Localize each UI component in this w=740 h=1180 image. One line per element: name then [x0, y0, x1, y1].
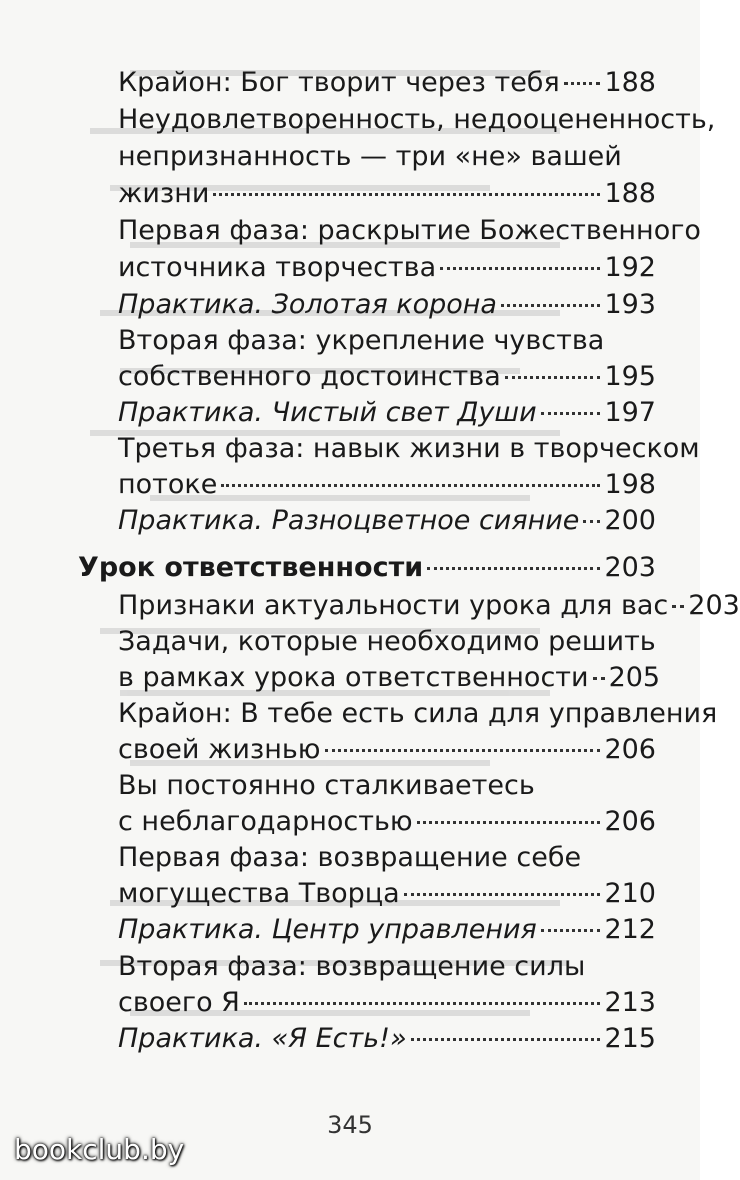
toc-entry-page: 200	[604, 505, 656, 536]
dot-leader	[411, 1038, 601, 1041]
toc-entry	[118, 394, 656, 431]
toc-entry-page: 203	[604, 552, 656, 583]
toc-entry-page: 203	[688, 590, 740, 621]
toc-entry	[118, 911, 656, 948]
toc-entry-title: потоке	[118, 469, 218, 500]
dot-leader	[505, 376, 601, 379]
toc-entry-page: 206	[604, 806, 656, 837]
toc-entry	[118, 731, 656, 768]
toc-entry-page: 210	[604, 878, 656, 909]
dot-leader	[440, 267, 600, 270]
toc-entry-title: в рамках урока ответственности	[118, 662, 589, 693]
toc-entry	[118, 875, 656, 912]
toc-entry-title: своей жизнью	[118, 734, 321, 765]
toc-entry-title: Практика. Центр управления	[118, 914, 537, 945]
toc-entry-page: 213	[604, 987, 656, 1018]
dot-leader	[593, 677, 605, 680]
toc-entry-page: 205	[608, 662, 661, 693]
toc-entry-title-line: Крайон: В тебе есть сила для управления	[118, 698, 718, 729]
toc-entry-title-line: Неудовлетворенность, недооцененность,	[118, 104, 716, 135]
toc-entry-title: собственного достоинства	[118, 361, 501, 392]
toc-entry	[118, 175, 656, 212]
toc-entry-title: Практика. «Я Есть!»	[118, 1023, 407, 1054]
toc-entry-title-line: Первая фаза: возвращение себе	[118, 842, 582, 873]
dot-leader	[404, 893, 601, 896]
toc-entry	[118, 286, 656, 323]
toc-entry-page: 188	[604, 67, 656, 98]
page-number: 345	[327, 1111, 373, 1139]
dot-leader	[541, 929, 601, 932]
toc-entry-title: источника творчества	[118, 252, 437, 283]
toc-entry-title-line: Вы постоянно сталкиваетесь	[118, 770, 535, 801]
dot-leader	[427, 567, 600, 570]
toc-entry-page: 198	[604, 469, 656, 500]
toc-entry	[118, 64, 656, 101]
toc-entry-title: с неблагодарностью	[118, 806, 413, 837]
dot-leader	[583, 520, 600, 523]
dot-leader	[417, 821, 601, 824]
toc-entry-title: Практика. Чистый свет Души	[118, 397, 537, 428]
toc-entry-title-line: Вторая фаза: возвращение силы	[118, 951, 586, 982]
toc-entry	[118, 1020, 656, 1057]
dot-leader	[221, 484, 600, 487]
dot-leader	[672, 605, 684, 608]
dot-leader	[213, 193, 600, 196]
toc-entry	[118, 502, 656, 539]
toc-entry-title-line: Первая фаза: раскрытие Божественного	[118, 215, 701, 246]
toc-entry-page: 188	[604, 178, 656, 209]
dot-leader	[564, 82, 601, 85]
toc-entry-title-line: Третья фаза: навык жизни в творческом	[118, 433, 700, 464]
toc-entry-title: Практика. Золотая корона	[118, 289, 497, 320]
toc-entry-title: Признаки актуальности урока для вас	[118, 590, 669, 621]
toc-entry	[118, 803, 656, 840]
toc-entry-page: 195	[604, 361, 656, 392]
toc-section-heading	[78, 549, 656, 586]
toc-entry	[118, 984, 656, 1021]
toc-entry-page: 206	[604, 734, 656, 765]
toc-entry-title: Практика. Разноцветное сияние	[118, 505, 580, 536]
toc-entry	[118, 358, 656, 395]
toc-entry-page: 193	[604, 289, 656, 320]
toc-entry-title-line: Задачи, которые необходимо решить	[118, 626, 656, 657]
toc-entry-title-line: непризнанность — три «не» вашей	[118, 141, 622, 172]
dot-leader	[244, 1002, 601, 1005]
toc-entry	[118, 659, 661, 696]
toc-entry-title: своего Я	[118, 987, 240, 1018]
dot-leader	[325, 749, 601, 752]
toc-entry	[118, 587, 740, 624]
toc-entry	[118, 466, 656, 503]
toc-entry-title-line: Вторая фаза: укрепление чувства	[118, 325, 605, 356]
site-watermark: bookclub.by	[14, 1133, 185, 1166]
toc-entry-title: могущества Творца	[118, 878, 400, 909]
toc-section-title: Урок ответственности	[78, 552, 424, 583]
toc-entry-page: 215	[604, 1023, 656, 1054]
toc-entry	[118, 249, 656, 286]
dot-leader	[541, 412, 601, 415]
dot-leader	[501, 304, 600, 307]
toc-entry-page: 212	[604, 914, 656, 945]
toc-entry-title: жизни	[118, 178, 210, 209]
toc-entry-page: 197	[604, 397, 656, 428]
toc-entry-title: Крайон: Бог творит через тебя	[118, 67, 560, 98]
toc-entry-page: 192	[604, 252, 656, 283]
